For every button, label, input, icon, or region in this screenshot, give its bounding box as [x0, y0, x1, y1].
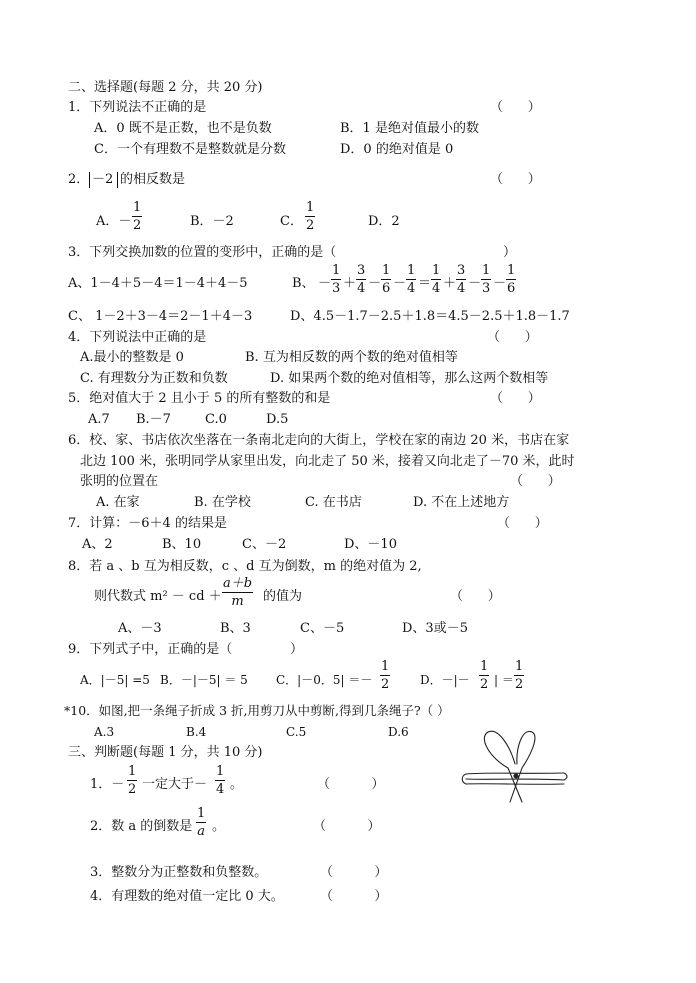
q8-line-1: 8．若 a 、b 互为相反数，c 、d 互为倒数，m 的绝对值为 2,	[68, 559, 422, 574]
q3-b-operator: －	[393, 276, 407, 291]
j2-end: 。	[212, 819, 226, 834]
q7-option-b: B、10	[162, 537, 202, 552]
q6-answer-paren[interactable]: （ ）	[510, 474, 561, 489]
q3-stem: 3．下列交换加数的位置的变形中，正确的是（	[68, 245, 337, 260]
q4-option-c: C. 有理数分为正数和负数	[80, 371, 228, 386]
q10-option-d: D.6	[388, 725, 409, 739]
j2-prefix: 2．数 a 的倒数是	[90, 819, 193, 834]
j1-answer-paren[interactable]: （ ）	[317, 777, 385, 792]
q6-option-c: C. 在书店	[305, 495, 362, 510]
q1-option-a: A．0 既不是正数，也不是负数	[94, 121, 272, 136]
q2-suffix: 的相反数是	[120, 172, 186, 187]
q3-b-operator: －	[468, 276, 482, 291]
q7-answer-paren[interactable]: （ ）	[497, 516, 548, 531]
q9-option-d-label: D．－|－	[420, 673, 470, 687]
q8-expr-suffix: 的值为	[263, 589, 303, 604]
abs-bar-left	[89, 172, 90, 188]
j2-fraction: 1 a	[197, 806, 206, 839]
q10-stem: *10．如图,把一条绳子折成 3 折,用剪刀从中剪断,得到几条绳子?（ ）	[64, 703, 450, 718]
q3-b-operator: －	[318, 276, 332, 291]
q8-fraction: a＋b m	[223, 576, 253, 609]
q9-stem: 9．下列式子中，正确的是（	[68, 642, 233, 657]
q9-answer-paren[interactable]: ）	[290, 642, 304, 657]
q3-b-fraction: 3 4	[457, 263, 466, 296]
q4-stem: 4．下列说法中正确的是	[68, 330, 207, 345]
q4-option-d: D. 如果两个数的绝对值相等，那么这两个数相等	[270, 371, 549, 386]
q2-option-a-label: A．－	[96, 214, 132, 229]
q8-option-a: A、－3	[118, 621, 162, 636]
q5-option-c: C.0	[205, 412, 227, 427]
q2-option-c-fraction: 1 2	[306, 200, 315, 233]
q3-b-fraction: 1 3	[482, 263, 491, 296]
q2-option-b: B．－2	[190, 214, 234, 229]
q10-option-a: A.3	[94, 725, 115, 739]
q7-option-d: D、－10	[344, 537, 397, 552]
q9-option-d-fraction-1: 1 2	[480, 659, 489, 692]
q5-answer-paren[interactable]: （ ）	[490, 391, 541, 406]
q1-option-c: C．一个有理数不是整数就是分数	[94, 142, 286, 157]
q3-b-operator: ＝	[418, 276, 432, 291]
q2-prefix: 2．	[68, 172, 90, 187]
q8-option-b: B、3	[220, 621, 251, 636]
q1-answer-paren[interactable]: （ ）	[490, 100, 541, 115]
q3-b-operator: －	[368, 276, 382, 291]
q6-line-1: 6．校、家、书店依次坐落在一条南北走向的大街上，学校在家的南边 20 米，书店在家	[68, 433, 570, 448]
j3-stem: 3．整数分为正整数和负整数。	[90, 865, 268, 880]
q5-option-d: D.5	[266, 412, 289, 427]
q9-option-a: A．|－5| =5	[80, 673, 150, 687]
j1-fraction-1: 1 2	[128, 764, 137, 797]
q3-option-c: C、 1－2＋3－4＝2－1＋4－3	[68, 309, 253, 324]
q5-option-a: A.7	[88, 412, 110, 427]
q9-option-d-fraction-2: 1 2	[515, 659, 524, 692]
q6-option-d: D. 不在上述地方	[413, 495, 510, 510]
q4-option-a: A.最小的整数是 0	[80, 350, 184, 365]
q1-option-b: B．1 是绝对值最小的数	[340, 121, 479, 136]
q3-b-fraction: 1 6	[507, 263, 516, 296]
j1-fraction-2: 1 4	[216, 764, 225, 797]
q7-option-c: C、－2	[242, 537, 287, 552]
q3-b-fraction: 1 6	[382, 263, 391, 296]
q3-b-fraction: 1 3	[332, 263, 341, 296]
q6-option-a: A. 在家	[96, 495, 140, 510]
q6-line-2: 北边 100 米，张明同学从家里出发，向北走了 50 米，接着又向北走了－70 米，此时	[80, 454, 575, 469]
j1-end: 。	[230, 777, 244, 792]
j4-stem: 4．有理数的绝对值一定比 0 大。	[90, 889, 284, 904]
q10-option-c: C.5	[286, 725, 307, 739]
q8-option-d: D、3或－5	[402, 621, 468, 636]
q3-b-fraction: 3 4	[357, 263, 366, 296]
q7-option-a: A、2	[82, 537, 113, 552]
j2-answer-paren[interactable]: （ ）	[313, 819, 381, 834]
q6-line-3: 张明的位置在	[80, 474, 159, 489]
q8-expr-prefix: 则代数式 m² － cd ＋	[94, 589, 222, 604]
q3-b-operator: ＋	[443, 276, 457, 291]
q5-option-b: B.－7	[136, 412, 171, 427]
abs-bar-right	[117, 172, 118, 188]
q2-option-d: D．2	[368, 214, 400, 229]
q9-option-b: B．－|－5| ＝ 5	[160, 673, 248, 687]
j1-mid: 一定大于－	[142, 777, 208, 792]
q2-answer-paren[interactable]: （ ）	[490, 172, 541, 187]
q8-answer-paren[interactable]: （ ）	[450, 589, 501, 604]
q9-option-d-mid: | ＝	[494, 673, 514, 687]
section-2-title: 二、选择题(每题 2 分，共 20 分)	[68, 80, 263, 95]
q3-option-b-label: B、	[292, 276, 315, 291]
q7-stem: 7．计算：－6＋4 的结果是	[68, 516, 227, 531]
q3-option-a: A、1－4＋5－4＝1－4＋4－5	[68, 276, 248, 291]
q6-option-b: B. 在学校	[194, 495, 251, 510]
j4-answer-paren[interactable]: （ ）	[320, 889, 388, 904]
section-3-title: 三、判断题(每题 1 分，共 10 分)	[68, 745, 263, 760]
q9-option-c-label: C．|－0．5| ＝－	[276, 673, 373, 687]
q4-answer-paren[interactable]: （ ）	[487, 330, 538, 345]
q3-b-operator: ＋	[343, 276, 357, 291]
q2-option-c-label: C．	[280, 214, 303, 229]
q3-answer-paren[interactable]: ）	[503, 245, 517, 260]
q8-option-c: C、－5	[300, 621, 345, 636]
q3-b-fraction: 1 4	[407, 263, 416, 296]
q1-option-d: D．0 的绝对值是 0	[340, 142, 454, 157]
q4-option-b: B. 互为相反数的两个数的绝对值相等	[245, 350, 458, 365]
q3-b-operator: －	[493, 276, 507, 291]
q2-abs-content: －2	[92, 172, 114, 187]
q3-option-d: D、4.5－1.7－2.5＋1.8＝4.5－2.5＋1.8－1.7	[290, 309, 570, 324]
q5-stem: 5．绝对值大于 2 且小于 5 的所有整数的和是	[68, 391, 331, 406]
q2-option-a-fraction: 1 2	[133, 200, 142, 233]
q3-b-fraction: 1 4	[432, 263, 441, 296]
q9-option-c-fraction: 1 2	[381, 659, 390, 692]
scissors-rope-icon	[460, 728, 570, 804]
q10-option-b: B.4	[186, 725, 207, 739]
j3-answer-paren[interactable]: （ ）	[320, 865, 388, 880]
j1-prefix: 1．－	[90, 777, 125, 792]
q1-stem: 1．下列说法不正确的是	[68, 100, 207, 115]
